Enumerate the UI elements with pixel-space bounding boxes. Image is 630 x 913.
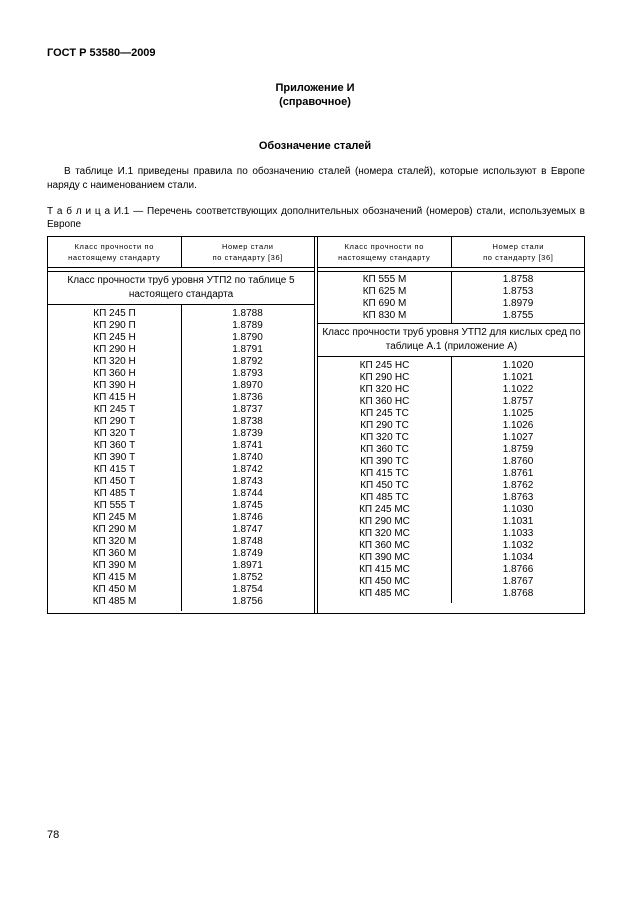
strength-class-cell: КП 415 ТС [360,468,409,479]
steel-number-cell: 1.1033 [502,528,534,539]
strength-class-cell: КП 360 ТС [360,444,409,455]
strength-class-cell: КП 390 МС [359,552,410,563]
strength-class-cell: КП 360 М [92,548,137,559]
strength-class-cell: КП 245 МС [359,504,410,515]
steel-number-cell: 1.8759 [502,444,534,455]
table-right-half [317,237,585,613]
steel-number-cell: 1.8789 [232,320,263,331]
strength-class-cell: КП 320 НС [359,384,410,395]
steel-number-cell: 1.8738 [232,416,263,427]
strength-class-cell: КП 320 МС [359,528,410,539]
strength-class-cell: КП 450 Т [93,476,136,487]
strength-class-cell: КП 360 Т [93,440,136,451]
strength-class-cell: КП 830 М [362,310,407,321]
strength-class-cell: КП 245 Т [93,404,136,415]
strength-class-cell: КП 290 П [93,320,136,331]
steel-number-cell: 1.8768 [502,588,534,599]
steel-number-cell: 1.1022 [502,384,534,395]
strength-class-cell: КП 690 М [362,298,407,309]
steel-number-cell: 1.1032 [502,540,534,551]
steel-number-cell: 1.8766 [502,564,534,575]
steel-designation-table [47,236,585,614]
strength-class-cell: КП 415 Т [93,464,136,475]
strength-class-cell: КП 555 Т [93,500,136,511]
table-caption: Т а б л и ц а И.1 — Перечень соответствующих дополнительных обозначений (номеров) стали, используемых в Европе [47,206,585,230]
strength-class-cell: КП 625 М [362,286,407,297]
right-rows [318,357,585,603]
strength-class-cell: КП 360 НС [359,396,410,407]
steel-number-cell: 1.8745 [232,500,263,511]
steel-number-cell: 1.8748 [232,536,263,547]
strength-class-cell: КП 290 МС [359,516,410,527]
strength-class-cell: КП 390 ТС [360,456,409,467]
steel-number-cell: 1.8970 [232,380,263,391]
strength-class-cell: КП 450 МС [359,576,410,587]
steel-number-cell: 1.8791 [232,344,263,355]
strength-class-cell: КП 320 М [92,536,137,547]
strength-class-cell: КП 245 НС [359,360,410,371]
strength-class-cell: КП 290 НС [359,372,410,383]
steel-number-cell: 1.8762 [502,480,534,491]
steel-number-cell: 1.8761 [502,468,534,479]
group-heading-right: Класс прочности труб уровня УТП2 для кислых сред по таблице А.1 (приложение А) [318,324,585,357]
document-standard-number: ГОСТ Р 53580—2009 [47,47,156,59]
strength-class-cell: КП 415 МС [359,564,410,575]
strength-class-cell: КП 390 Т [93,452,136,463]
steel-number-cell: 1.8736 [232,392,263,403]
strength-class-cell: КП 360 МС [359,540,410,551]
steel-number-cell: 1.8790 [232,332,263,343]
strength-class-cell: КП 485 МС [359,588,410,599]
group-heading-left: Класс прочности труб уровня УТП2 по таблице 5 настоящего стандарта [48,272,314,305]
steel-number-cell: 1.8756 [232,596,263,607]
steel-number-cell: 1.8767 [502,576,534,587]
strength-class-cell: КП 290 Н [93,344,136,355]
intro-paragraph: В таблице И.1 приведены правила по обозначению сталей (номера сталей), которые используют в Европе наряду с наименованием стали. [47,166,585,191]
strength-class-cell: КП 390 Н [93,380,136,391]
steel-number-cell: 1.8742 [232,464,263,475]
left-rows [48,305,314,611]
steel-number-cell: 1.8792 [232,356,263,367]
steel-number-cell: 1.1021 [502,372,534,383]
strength-class-cell: КП 450 М [92,584,137,595]
appendix-subtitle: (справочное) [279,96,351,108]
strength-class-cell: КП 290 Т [93,416,136,427]
strength-class-cell: КП 320 Н [93,356,136,367]
section-title: Обозначение сталей [258,140,372,152]
strength-class-cell: КП 245 Н [93,332,136,343]
column-divider [181,305,182,611]
strength-class-cell: КП 485 ТС [360,492,409,503]
steel-number-cell: 1.8740 [232,452,263,463]
table-header-right [318,237,585,268]
steel-number-cell: 1.8739 [232,428,263,439]
steel-number-cell: 1.8749 [232,548,263,559]
steel-number-cell: 1.8971 [232,560,263,571]
strength-class-cell: КП 290 М [92,524,137,535]
steel-number-cell: 1.8744 [232,488,263,499]
steel-number-cell: 1.8747 [232,524,263,535]
steel-number-cell: 1.1030 [502,504,534,515]
strength-class-cell: КП 485 М [92,596,137,607]
steel-number-cell: 1.8737 [232,404,263,415]
steel-number-cell: 1.8757 [502,396,534,407]
steel-number-cell: 1.8758 [502,274,534,285]
table-header-left [48,237,314,268]
column-divider [451,272,452,323]
strength-class-cell: КП 450 ТС [360,480,409,491]
strength-class-cell: КП 360 Н [93,368,136,379]
steel-number-cell: 1.8793 [232,368,263,379]
steel-number-cell: 1.8763 [502,492,534,503]
strength-class-cell: КП 290 ТС [360,420,409,431]
steel-number-cell: 1.8788 [232,308,263,319]
strength-class-cell: КП 245 П [93,308,136,319]
strength-class-cell: КП 390 М [92,560,137,571]
header-steel-number: Номер стали по стандарту [36] [483,242,554,262]
steel-number-cell: 1.8752 [232,572,263,583]
strength-class-cell: КП 415 Н [93,392,136,403]
steel-number-cell: 1.1025 [502,408,534,419]
strength-class-cell: КП 485 Т [93,488,136,499]
steel-number-cell: 1.8755 [502,310,534,321]
column-divider [451,357,452,603]
strength-class-cell: КП 245 М [92,512,137,523]
steel-number-cell: 1.8741 [232,440,263,451]
steel-number-cell: 1.8743 [232,476,263,487]
header-strength-class: Класс прочности по настоящему стандарту [318,237,452,267]
steel-number-cell: 1.8753 [502,286,534,297]
appendix-heading [0,81,630,109]
strength-class-cell: КП 555 М [362,274,407,285]
header-strength-class: Класс прочности по настоящему стандарту [48,237,182,267]
steel-number-cell: 1.1020 [502,360,534,371]
steel-number-cell: 1.1027 [502,432,534,443]
strength-class-cell: КП 320 ТС [360,432,409,443]
steel-number-cell: 1.1031 [502,516,534,527]
strength-class-cell: КП 245 ТС [360,408,409,419]
steel-number-cell: 1.8754 [232,584,263,595]
steel-number-cell: 1.1034 [502,552,534,563]
steel-number-cell: 1.8760 [502,456,534,467]
steel-number-cell: 1.1026 [502,420,534,431]
strength-class-cell: КП 320 Т [93,428,136,439]
page-number: 78 [47,829,60,841]
table-left-half [48,237,315,613]
appendix-title: Приложение И [275,82,355,94]
header-steel-number: Номер стали по стандарту [36] [212,242,283,262]
steel-number-cell: 1.8979 [502,298,534,309]
steel-number-cell: 1.8746 [232,512,263,523]
strength-class-cell: КП 415 М [92,572,137,583]
right-top-rows [318,272,585,324]
